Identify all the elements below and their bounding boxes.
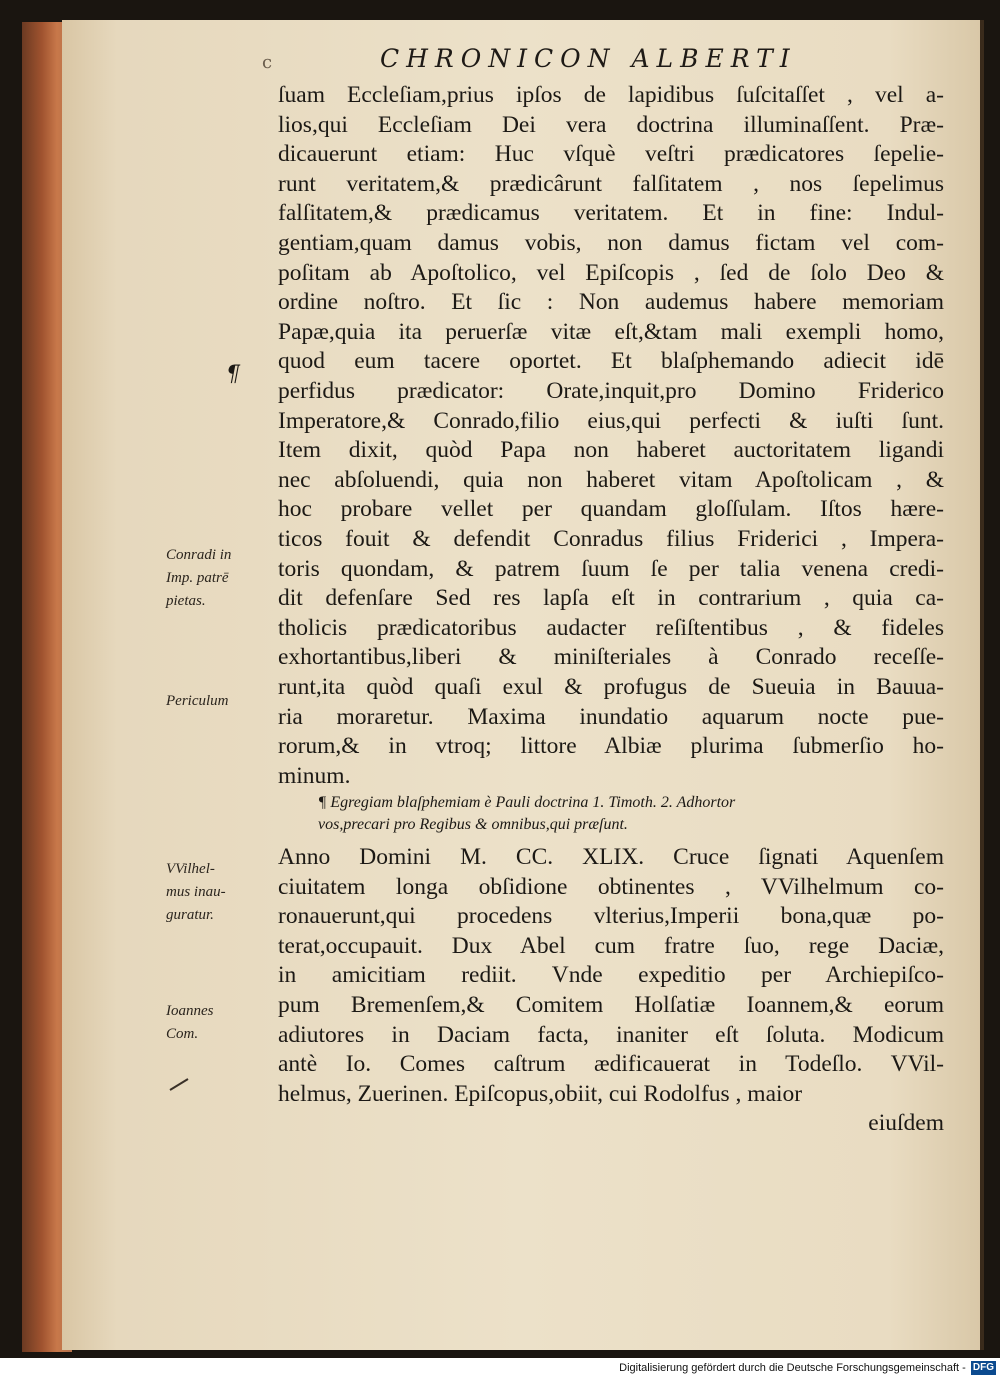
body-line: helmus, Zuerinen. Epiſcopus,obiit, cui Rodolfus , maior [278, 1080, 803, 1107]
margin-note-vvilhelmus [166, 858, 226, 927]
body-line: Anno Domini M. CC. XLIX. Cruce ſignati Aquenſem [278, 844, 944, 870]
pen-stroke-mark [168, 1076, 192, 1092]
body-line: ronauerunt,qui procedens vlterius,Imperii bona,quæ po- [278, 903, 944, 930]
body-line: lios,qui Eccleſiam Dei vera doctrina illuminaſſent. Præ- [278, 111, 944, 138]
footer-credit [619, 1361, 996, 1375]
body-line: minum. [278, 762, 351, 789]
body-line: antè Io. Comes caſtrum ædificauerat in Todeſlo. VVil- [278, 1051, 944, 1078]
body-line: Imperatore,& Conrado,filio eius,qui perfecti & iuſti ſunt. [278, 407, 944, 434]
footnote-line: ¶ Egregiam blaſphemiam è Pauli doctrina 1. Timoth. 2. Adhortor [318, 794, 736, 811]
margin-note-conradi [166, 544, 231, 613]
body-line: ciuitatem longa obſidione obtinentes , VVilhelmum co- [278, 873, 944, 900]
margin-note-periculum [166, 690, 228, 713]
page-signature-mark: c [262, 52, 273, 73]
margin-note-line: VVilhel- [166, 861, 215, 877]
margin-note-ioannes [166, 1000, 214, 1046]
body-line: Papæ,quia ita peruerſæ vitæ eſt,&tam mali exempli homo, [278, 318, 944, 345]
margin-note-line: Ioannes [166, 1003, 214, 1019]
body-line: dicauerunt etiam: Huc vſquè veſtri prædicatores ſepelie- [278, 141, 944, 168]
margin-note-line: Imp. patrē [166, 570, 229, 586]
body-line: tholicis prædicatoribus audacter reſiſtentibus , & fideles [278, 614, 944, 641]
body-line: gentiam,quam damus vobis, non damus fictam vel com- [278, 230, 944, 256]
body-line: nec abſoluendi, quia non haberet vitam Apoſtolicam , & [278, 466, 944, 493]
running-head: CHRONICON ALBERTI [380, 44, 797, 73]
body-line: Item dixit, quòd Papa non haberet auctoritatem ligandi [278, 437, 944, 464]
body-line: hoc probare vellet per quandam gloſſulam. Iſtos hære- [278, 496, 944, 523]
body-line: rorum,& in vtroq; littore Albiæ plurima ſubmerſio ho- [278, 733, 944, 760]
margin-note-line: mus inau- [166, 884, 226, 900]
margin-note-line: guratur. [166, 907, 214, 923]
footnote-line: vos,precari pro Regibus & omnibus,qui præſunt. [318, 816, 628, 833]
body-line: runt,ita quòd quaſi exul & profugus de Sueuia in Bauua- [278, 674, 944, 700]
body-line: dit defenſare Sed res lapſa eſt in contrarium , quia ca- [278, 585, 944, 612]
body-line: toris quondam, & patrem ſuum ſe per talia venena credi- [278, 555, 944, 582]
margin-note-line: pietas. [166, 593, 206, 609]
body-line: quod eum tacere oportet. Et blaſphemando adiecit idē [278, 348, 944, 375]
body-line: ordine noſtro. Et ſic : Non audemus habere memoriam [278, 289, 944, 316]
body-line: ticos fouit & defendit Conradus filius Friderici , Impera- [278, 526, 944, 552]
paragraph-mark: ¶ [226, 362, 240, 387]
footer-credit-text: Digitalisierung gefördert durch die Deutsche Forschungsgemeinschaft - [619, 1362, 966, 1374]
margin-note-line: Periculum [166, 693, 229, 709]
body-line: terat,occupauit. Dux Abel cum fratre ſuo, rege Daciæ, [278, 932, 944, 959]
body-line: ria moraretur. Maxima inundatio aquarum nocte pue- [278, 703, 944, 730]
body-line: perfidus prædicator: Orate,inquit,pro Domino Friderico [278, 378, 944, 404]
body-line: ſuam Eccleſiam,prius ipſos de lapidibus ſuſcitaſſet , vel a- [278, 82, 944, 108]
margin-note-line: Com. [166, 1026, 199, 1042]
body-line: adiutores in Daciam facta, inaniter eſt ſoluta. Modicum [278, 1021, 944, 1048]
body-line: in amicitiam rediit. Vnde expeditio per Archiepiſco- [278, 962, 944, 989]
catchword: eiuſdem [868, 1110, 944, 1136]
margin-note-line: Conradi in [166, 547, 232, 563]
body-line: falſitatem,& prædicamus veritatem. Et in fine: Indul- [278, 200, 944, 227]
body-line: exhortantibus,liberi & miniſteriales à Conrado receſſe- [278, 644, 944, 671]
body-line: runt veritatem,& prædicârunt falſitatem , nos ſepelimus [278, 170, 944, 197]
body-line: poſitam ab Apoſtolico, vel Epiſcopis , ſed de ſolo Deo & [278, 259, 944, 286]
dfg-logo: DFG [972, 1362, 994, 1374]
body-line: pum Bremenſem,& Comitem Holſatiæ Ioannem,& eorum [278, 992, 944, 1018]
